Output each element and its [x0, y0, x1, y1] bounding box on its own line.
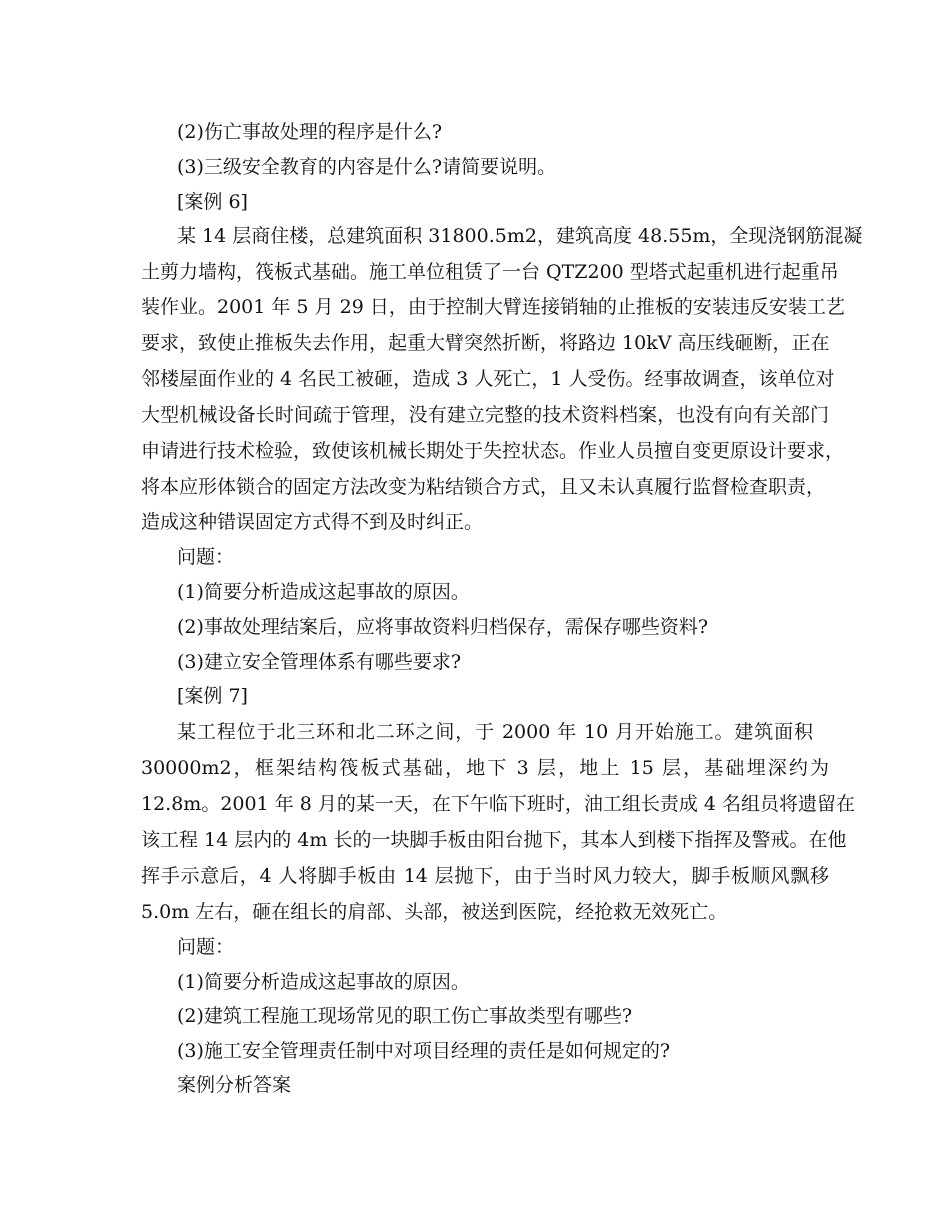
case-7-questions-label: 问题：: [177, 936, 235, 958]
paragraph-line: 土剪力墙构，筏板式基础。施工单位租赁了一台 QTZ200 型塔式起重机进行起重吊: [141, 261, 839, 283]
answers-heading: 案例分析答案: [177, 1074, 292, 1096]
paragraph-line: 要求，致使止推板失去作用，起重大臂突然折断，将路边 10kV 高压线砸断，正在: [141, 332, 830, 354]
paragraph-line: 挥手示意后，4 人将脚手板由 14 层抛下，由于当时风力较大，脚手板顺风飘移: [141, 865, 829, 887]
paragraph-line: 将本应形体锁合的固定方法改变为粘结锁合方式，且又未认真履行监督检查职责，: [141, 476, 826, 498]
case-6-question-2: (2)事故处理结案后，应将事故资料归档保存，需保存哪些资料?: [177, 616, 709, 638]
paragraph-line: 邻楼屋面作业的 4 名民工被砸，造成 3 人死亡，1 人受伤。经事故调查，该单位对: [141, 368, 835, 390]
case-6-questions-label: 问题：: [177, 546, 235, 568]
paragraph-line: 5.0m 左右，砸在组长的肩部、头部，被送到医院，经抢救无效死亡。: [141, 901, 728, 923]
paragraph-line: 造成这种错误固定方式得不到及时纠正。: [141, 511, 484, 533]
paragraph-line: 该工程 14 层内的 4m 长的一块脚手板由阳台抛下，其本人到楼下指挥及警戒。在他: [141, 829, 847, 851]
paragraph-line: 装作业。2001 年 5 月 29 日，由于控制大臂连接销轴的止推板的安装违反安装工艺: [141, 296, 845, 318]
case-7-question-3: (3)施工安全管理责任制中对项目经理的责任是如何规定的?: [177, 1040, 671, 1062]
case-6-heading: [案例 6]: [177, 191, 248, 213]
case-7-heading: [案例 7]: [177, 685, 248, 707]
paragraph-line: 12.8m。2001 年 8 月的某一天，在下午临下班时，油工组长责成 4 名组员将遗留在: [141, 793, 856, 815]
case-6-question-3: (3)建立安全管理体系有哪些要求?: [177, 651, 462, 673]
case-6-question-1: (1)简要分析造成这起事故的原因。: [177, 581, 470, 603]
case-7-question-1: (1)简要分析造成这起事故的原因。: [177, 971, 470, 993]
paragraph-line: 某 14 层商住楼，总建筑面积 31800.5m2，建筑高度 48.55m，全现浇钢筋混凝: [177, 225, 863, 247]
case-7-question-2: (2)建筑工程施工现场常见的职工伤亡事故类型有哪些?: [177, 1005, 633, 1027]
paragraph-line: 30000m2，框架结构筏板式基础，地下 3 层，地上 15 层，基础埋深约为: [141, 757, 829, 779]
paragraph-line: 大型机械设备长时间疏于管理，没有建立完整的技术资料档案，也没有向有关部门: [141, 404, 829, 426]
question-3: (3)三级安全教育的内容是什么?请简要说明。: [177, 156, 557, 178]
paragraph-line: 某工程位于北三环和北二环之间，于 2000 年 10 月开始施工。建筑面积: [177, 721, 813, 743]
question-2: (2)伤亡事故处理的程序是什么?: [177, 121, 443, 143]
paragraph-line: 申请进行技术检验，致使该机械长期处于失控状态。作业人员擅自变更原设计要求，: [141, 440, 845, 462]
